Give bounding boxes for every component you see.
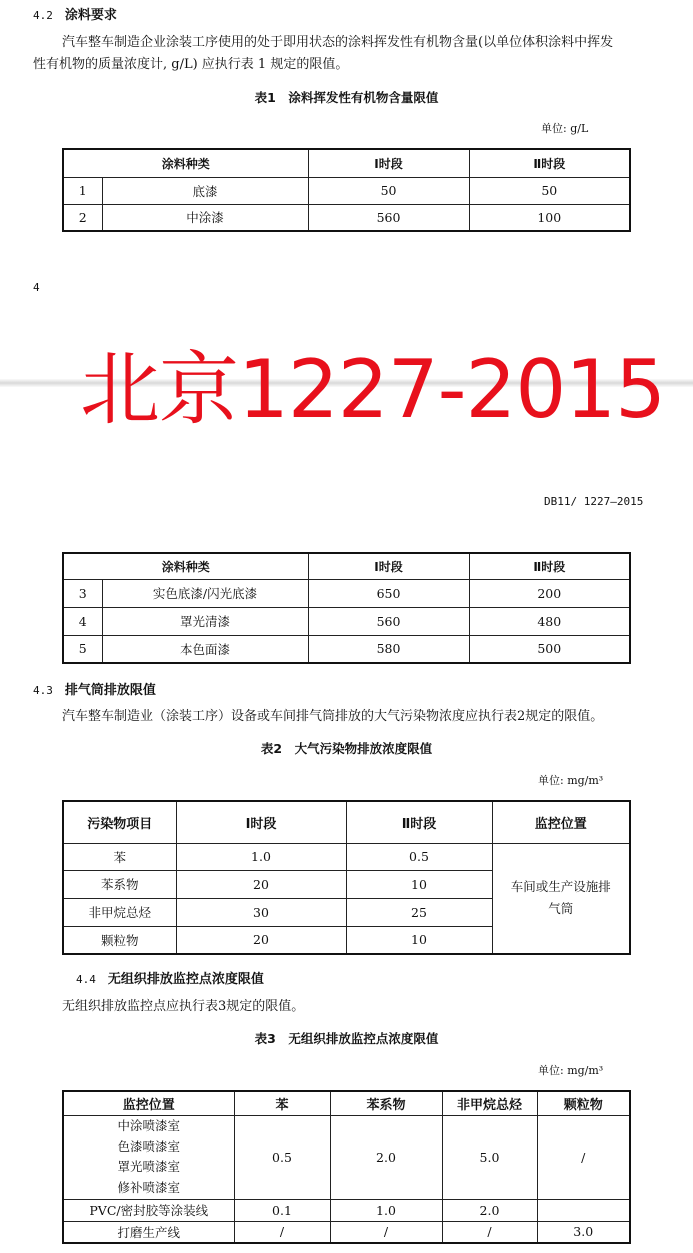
table-row (63, 1115, 630, 1199)
table-header-row (63, 801, 630, 843)
benzene-value: 0.5 (234, 1115, 330, 1199)
period-2-value: 0.5 (346, 843, 492, 870)
pollutant-name: 苯 (63, 843, 176, 870)
period-2-value: 480 (469, 607, 630, 635)
period-1-value: 20 (176, 926, 346, 954)
header-nmhc: 非甲烷总烃 (442, 1091, 537, 1115)
table1-caption: 表1 涂料挥发性有机物含量限值 (254, 90, 439, 105)
period-2-value: 10 (346, 870, 492, 898)
monitoring-location: 打磨生产线 (63, 1221, 234, 1243)
section-title: 涂料要求 (64, 8, 117, 23)
header-coating-type: 涂料种类 (63, 149, 308, 177)
header-period-2: Ⅱ时段 (469, 553, 630, 579)
table-header-row (63, 149, 630, 177)
period-2-value: 50 (469, 177, 630, 204)
period-1-value: 580 (308, 635, 469, 663)
particulate-value: / (537, 1115, 630, 1199)
coating-type: 中涂漆 (102, 204, 308, 231)
header-period-1: Ⅰ时段 (176, 801, 346, 843)
table-row (63, 843, 630, 870)
period-1-value: 560 (308, 204, 469, 231)
watermark-overlay: 北京1227-2015 (80, 343, 666, 436)
coating-type: 本色面漆 (102, 635, 308, 663)
header-period-1: Ⅰ时段 (308, 149, 469, 177)
table-row (63, 1221, 630, 1243)
period-2-value: 500 (469, 635, 630, 663)
coating-type: 罩光清漆 (102, 607, 308, 635)
table-header-row (63, 553, 630, 579)
monitoring-location (63, 1115, 234, 1199)
benzene-series-value: 1.0 (330, 1199, 442, 1221)
period-1-value: 20 (176, 870, 346, 898)
particulate-value (537, 1199, 630, 1221)
table-row (63, 204, 630, 231)
row-number: 1 (63, 177, 102, 204)
paragraph-fugitive-limit: 无组织排放监控点应执行表3规定的限值。 (62, 999, 305, 1014)
benzene-value: / (234, 1221, 330, 1243)
location-line: 中涂喷漆室 (117, 1118, 180, 1133)
section-4-3-heading (33, 679, 156, 698)
header-pollutant: 污染物项目 (63, 801, 176, 843)
period-2-value: 200 (469, 579, 630, 607)
table1-unit: 单位: g/L (541, 122, 589, 135)
section-4-2-heading (33, 4, 117, 23)
period-2-value: 10 (346, 926, 492, 954)
page-number: 4 (33, 281, 40, 294)
header-monitoring-location: 监控位置 (492, 801, 630, 843)
location-line: 修补喷漆室 (117, 1179, 180, 1195)
section-4-4-heading (76, 968, 264, 987)
table-row (63, 635, 630, 663)
header-monitoring-location: 监控位置 (63, 1091, 234, 1115)
section-title: 排气筒排放限值 (64, 683, 156, 698)
table3-unit: 单位: mg/m³ (538, 1064, 604, 1077)
monitoring-location: PVC/密封胶等涂装线 (63, 1199, 234, 1221)
nmhc-value: 5.0 (442, 1115, 537, 1199)
table3 (62, 1090, 631, 1244)
table-row (63, 1199, 630, 1221)
row-number: 5 (63, 635, 102, 663)
table3-caption: 表3 无组织排放监控点浓度限值 (254, 1031, 439, 1046)
document-code: DB11/ 1227—2015 (544, 495, 644, 508)
header-particulate: 颗粒物 (537, 1091, 630, 1115)
location-line: 罩光喷漆室 (117, 1159, 180, 1174)
nmhc-value: / (442, 1221, 537, 1243)
pollutant-name: 颗粒物 (63, 926, 176, 954)
header-coating-type: 涂料种类 (63, 553, 308, 579)
paragraph-exhaust-limit: 汽车整车制造业（涂装工序）设备或车间排气筒排放的大气污染物浓度应执行表2规定的限值。 (62, 709, 604, 724)
header-period-1: Ⅰ时段 (308, 553, 469, 579)
monitoring-location (492, 843, 630, 954)
period-1-value: 560 (308, 607, 469, 635)
header-benzene: 苯 (234, 1091, 330, 1115)
table2-unit: 单位: mg/m³ (538, 774, 604, 787)
paragraph-line: 性有机物的质量浓度计, g/L) 应执行表 1 规定的限值。 (33, 57, 349, 72)
table1 (62, 148, 631, 232)
table-row (63, 607, 630, 635)
section-number: 4.2 (33, 9, 53, 22)
period-1-value: 50 (308, 177, 469, 204)
row-number: 4 (63, 607, 102, 635)
row-number: 3 (63, 579, 102, 607)
nmhc-value: 2.0 (442, 1199, 537, 1221)
benzene-series-value: 2.0 (330, 1115, 442, 1199)
table2-caption: 表2 大气污染物排放浓度限值 (260, 741, 433, 756)
table1-continued (62, 552, 631, 664)
table-header-row (63, 1091, 630, 1115)
section-title: 无组织排放监控点浓度限值 (107, 972, 264, 987)
location-line: 色漆喷漆室 (117, 1138, 180, 1154)
section-number: 4.4 (76, 973, 96, 986)
location-line: 车间或生产设施排 (510, 879, 611, 895)
pollutant-name: 非甲烷总烃 (63, 898, 176, 926)
benzene-series-value: / (330, 1221, 442, 1243)
period-1-value: 30 (176, 898, 346, 926)
paragraph-voc-requirement (62, 32, 672, 54)
table-row (63, 579, 630, 607)
row-number: 2 (63, 204, 102, 231)
particulate-value: 3.0 (537, 1221, 630, 1243)
coating-type: 底漆 (102, 177, 308, 204)
period-1-value: 650 (308, 579, 469, 607)
benzene-value: 0.1 (234, 1199, 330, 1221)
table-row (63, 177, 630, 204)
paragraph-line: 汽车整车制造企业涂装工序使用的处于即用状态的涂料挥发性有机物含量(以单位体积涂料中挥发 (62, 35, 614, 50)
table2 (62, 800, 631, 955)
coating-type: 实色底漆/闪光底漆 (102, 579, 308, 607)
paragraph-voc-requirement-cont (33, 54, 673, 76)
period-1-value: 1.0 (176, 843, 346, 870)
section-number: 4.3 (33, 684, 53, 697)
header-period-2: Ⅱ时段 (346, 801, 492, 843)
period-2-value: 100 (469, 204, 630, 231)
header-period-2: Ⅱ时段 (469, 149, 630, 177)
period-2-value: 25 (346, 898, 492, 926)
location-line: 气筒 (548, 901, 574, 917)
header-benzene-series: 苯系物 (330, 1091, 442, 1115)
pollutant-name: 苯系物 (63, 870, 176, 898)
